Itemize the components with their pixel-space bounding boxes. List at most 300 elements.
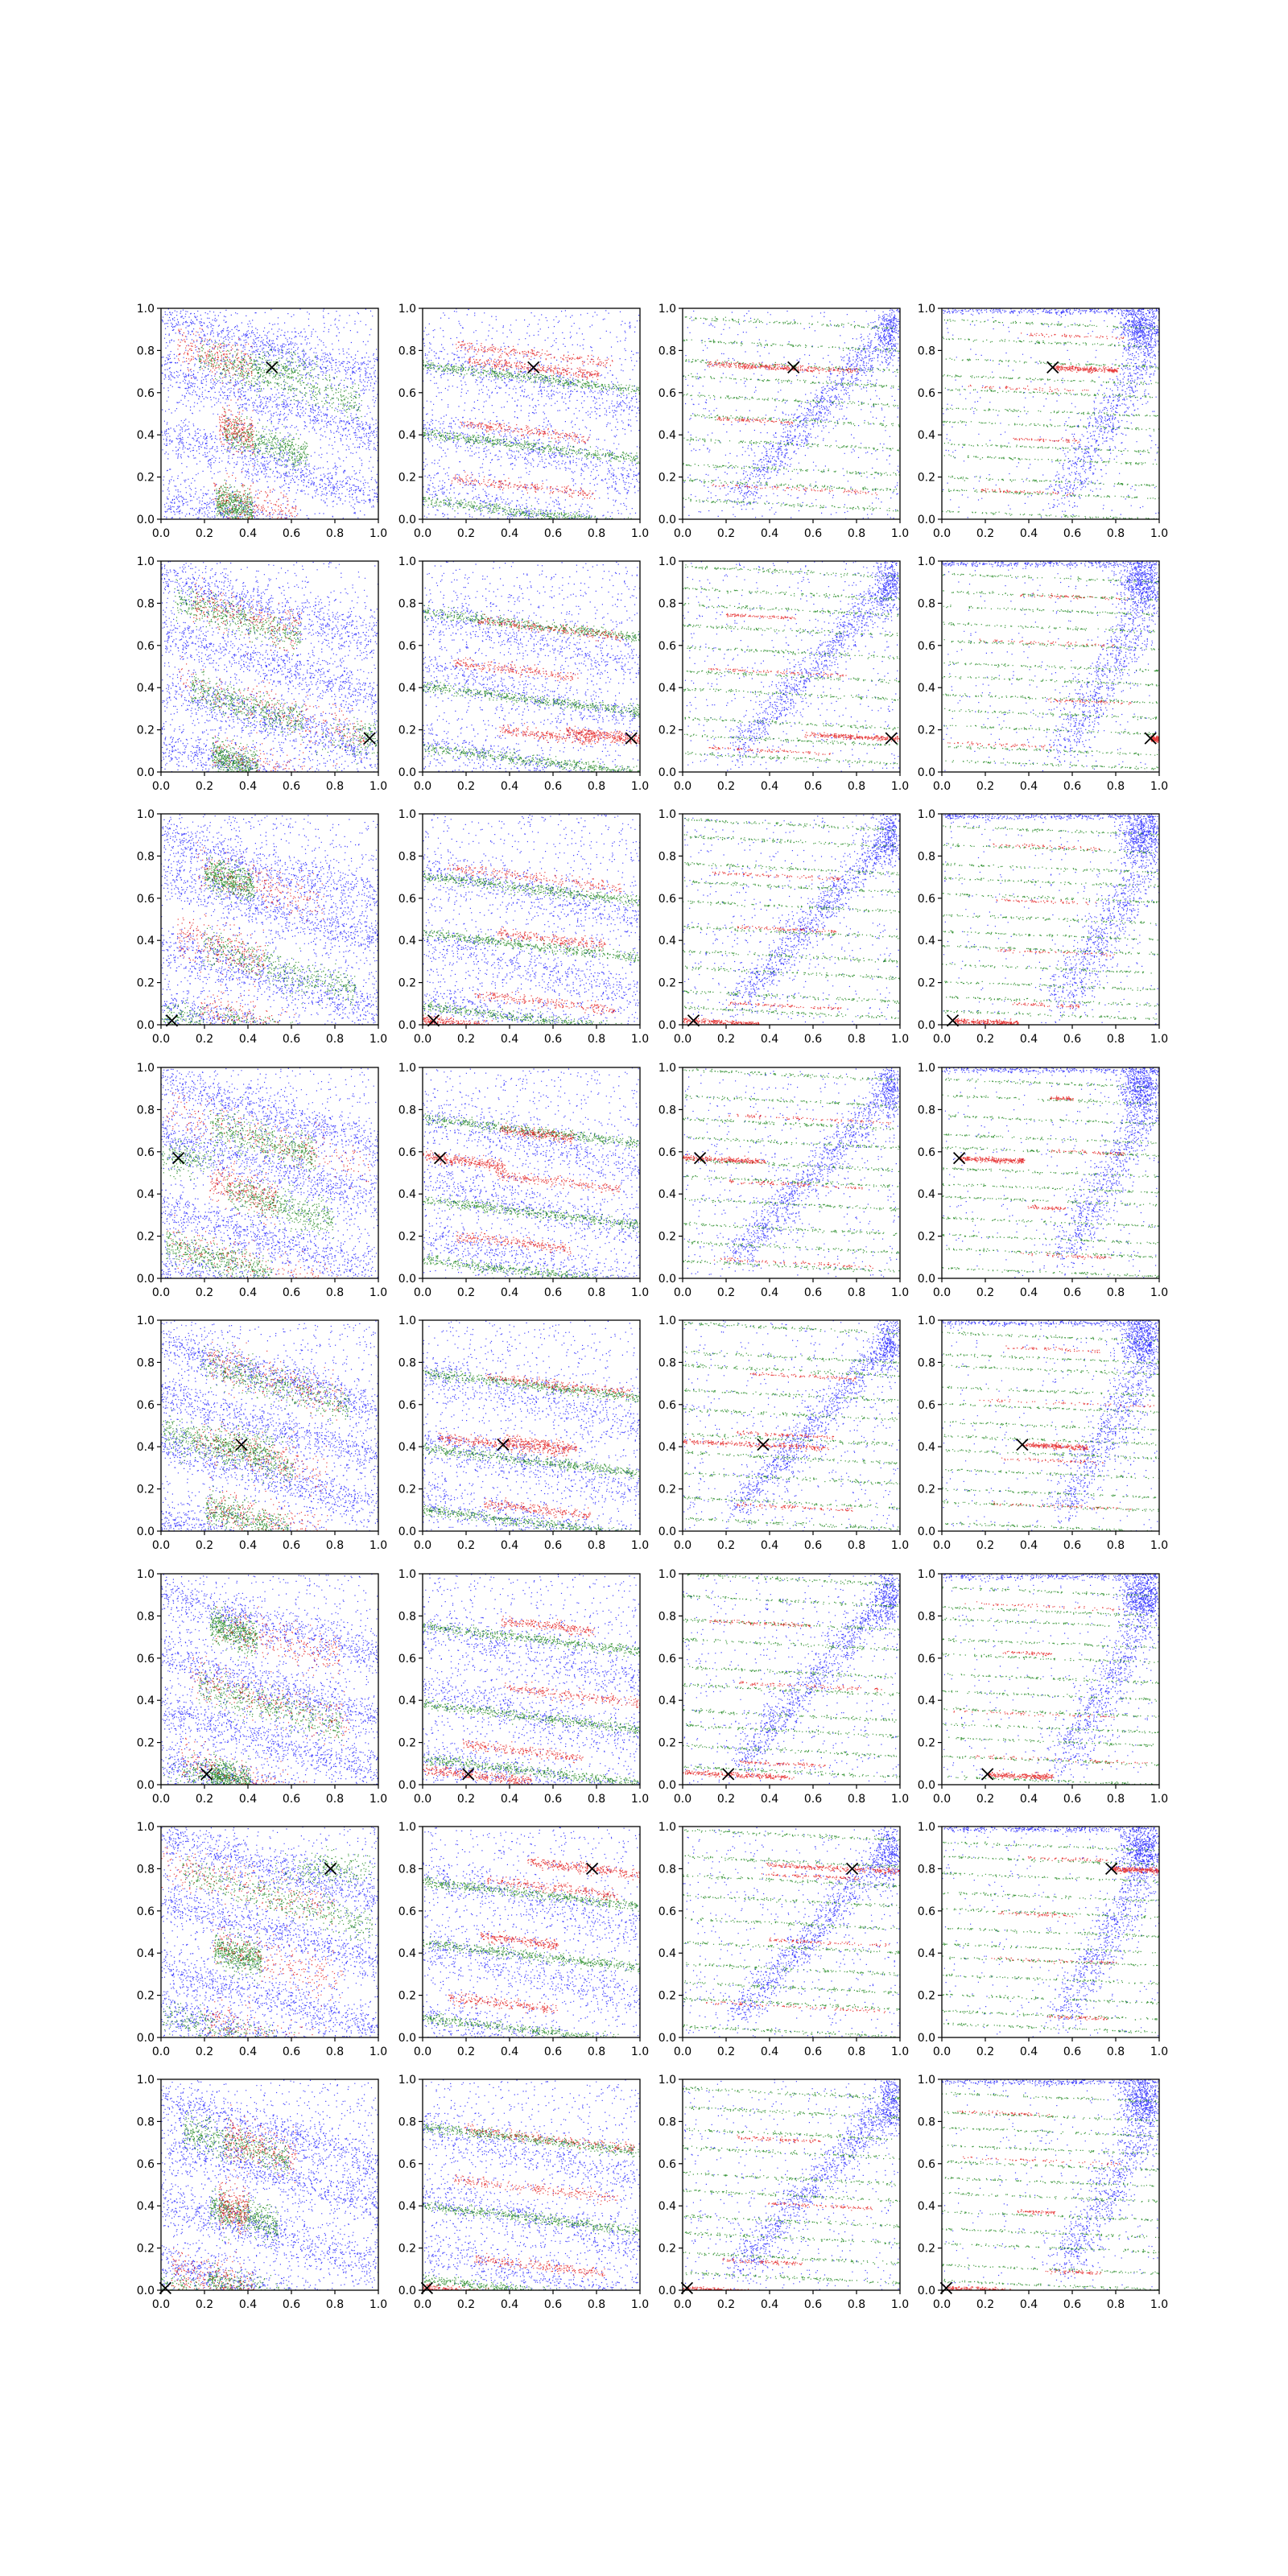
- x-tick-label: 1.0: [369, 2046, 388, 2058]
- x-tick-label: 0.2: [976, 1286, 995, 1299]
- x-tick-label: 1.0: [369, 527, 388, 540]
- y-tick-label: 0.8: [398, 1863, 416, 1876]
- y-tick-label: 0.8: [917, 1610, 935, 1624]
- y-tick-label: 0.0: [658, 2032, 676, 2045]
- y-tick-label: 0.6: [398, 892, 416, 906]
- y-tick-label: 1.0: [136, 1062, 155, 1075]
- subplot-r3-c3: [658, 808, 909, 1046]
- x-tick-label: 0.4: [1019, 1539, 1038, 1552]
- x-tick-label: 0.6: [803, 1033, 823, 1046]
- x-tick-label: 0.6: [803, 1539, 823, 1552]
- y-tick-label: 0.2: [917, 724, 935, 737]
- plot-area: [942, 1574, 1159, 1785]
- x-tick-label: 0.8: [847, 1793, 866, 1806]
- x-tick-label: 0.6: [1063, 1539, 1082, 1552]
- x-tick-label: 0.0: [413, 527, 432, 540]
- y-tick-label: 0.6: [398, 1398, 416, 1412]
- y-tick-label: 1.0: [136, 2074, 155, 2087]
- y-tick-label: 0.2: [658, 1483, 676, 1496]
- x-tick-label: 1.0: [369, 1033, 388, 1046]
- y-tick-label: 0.4: [658, 935, 676, 948]
- y-tick-label: 0.2: [658, 976, 676, 990]
- x-tick-label: 0.4: [1019, 1793, 1038, 1806]
- y-tick-label: 0.2: [658, 1230, 676, 1244]
- x-tick-label: 0.4: [500, 1286, 519, 1299]
- y-tick-label: 0.0: [136, 1779, 155, 1792]
- x-tick-label: 0.6: [1063, 1033, 1082, 1046]
- x-tick-label: 0.2: [716, 2046, 736, 2058]
- y-tick-label: 0.6: [658, 892, 676, 906]
- x-tick-label: 0.8: [1106, 1793, 1125, 1806]
- x-tick-label: 0.2: [976, 2298, 995, 2311]
- y-tick-label: 0.6: [136, 1652, 155, 1666]
- y-tick-label: 0.0: [658, 1019, 676, 1032]
- x-tick-label: 0.4: [760, 1286, 779, 1299]
- x-tick-label: 0.6: [803, 1286, 823, 1299]
- x-tick-label: 0.2: [716, 780, 736, 793]
- x-tick-label: 0.6: [282, 2298, 301, 2311]
- plot-area: [683, 308, 900, 519]
- x-tick-label: 0.0: [932, 1539, 952, 1552]
- x-tick-label: 0.4: [760, 780, 779, 793]
- y-tick-label: 0.8: [398, 597, 416, 611]
- subplot-r4-c1: [137, 1062, 387, 1299]
- subplot-r2-c2: [398, 555, 649, 793]
- x-tick-label: 1.0: [630, 1793, 650, 1806]
- x-tick-label: 0.8: [847, 1539, 866, 1552]
- y-tick-label: 0.6: [658, 639, 676, 653]
- y-tick-label: 0.2: [398, 724, 416, 737]
- y-tick-label: 0.4: [917, 1188, 935, 1202]
- x-tick-label: 0.8: [587, 1033, 606, 1046]
- x-tick-label: 0.8: [1106, 1286, 1125, 1299]
- y-tick-label: 0.0: [658, 514, 676, 526]
- y-tick-label: 0.4: [398, 935, 416, 948]
- subplot-r6-c4: [918, 1568, 1168, 1806]
- x-tick-label: 0.2: [976, 780, 995, 793]
- x-tick-label: 0.8: [325, 1793, 345, 1806]
- y-tick-label: 0.8: [917, 2116, 935, 2129]
- x-tick-label: 1.0: [369, 780, 388, 793]
- x-tick-label: 0.6: [543, 527, 563, 540]
- plot-area: [423, 1320, 640, 1531]
- x-tick-label: 0.6: [803, 527, 823, 540]
- y-tick-label: 0.4: [136, 1441, 155, 1455]
- x-tick-label: 0.0: [932, 780, 952, 793]
- x-tick-label: 0.2: [195, 527, 214, 540]
- y-tick-label: 0.4: [398, 1947, 416, 1961]
- y-tick-label: 0.6: [398, 1905, 416, 1918]
- x-tick-label: 0.4: [1019, 2298, 1038, 2311]
- x-tick-label: 0.6: [543, 1033, 563, 1046]
- x-tick-label: 0.8: [1106, 1033, 1125, 1046]
- x-tick-label: 0.2: [456, 1033, 476, 1046]
- x-tick-label: 0.0: [932, 1033, 952, 1046]
- y-tick-label: 0.6: [398, 1146, 416, 1159]
- x-tick-label: 0.6: [1063, 1793, 1082, 1806]
- x-tick-label: 0.0: [932, 527, 952, 540]
- x-tick-label: 1.0: [369, 1793, 388, 1806]
- y-tick-label: 0.2: [398, 2242, 416, 2256]
- x-tick-label: 0.2: [976, 2046, 995, 2058]
- x-tick-label: 0.8: [847, 2046, 866, 2058]
- y-tick-label: 0.8: [398, 1104, 416, 1117]
- y-tick-label: 1.0: [658, 1315, 676, 1327]
- y-tick-label: 0.2: [398, 1989, 416, 2003]
- plot-area: [161, 2079, 378, 2290]
- plot-area: [423, 1827, 640, 2037]
- y-tick-label: 1.0: [917, 1062, 935, 1075]
- y-tick-label: 1.0: [136, 1315, 155, 1327]
- y-tick-label: 1.0: [398, 1062, 416, 1075]
- y-tick-label: 0.4: [136, 1695, 155, 1708]
- x-tick-label: 0.2: [716, 1793, 736, 1806]
- x-tick-label: 0.2: [716, 527, 736, 540]
- x-tick-label: 1.0: [630, 1539, 650, 1552]
- y-tick-label: 0.2: [658, 2242, 676, 2256]
- x-tick-label: 0.6: [543, 1539, 563, 1552]
- x-tick-label: 0.4: [760, 527, 779, 540]
- y-tick-label: 0.8: [658, 2116, 676, 2129]
- y-tick-label: 0.6: [136, 892, 155, 906]
- x-tick-label: 0.4: [1019, 1033, 1038, 1046]
- y-tick-label: 0.4: [917, 1947, 935, 1961]
- x-tick-label: 0.8: [1106, 527, 1125, 540]
- y-tick-label: 1.0: [917, 1315, 935, 1327]
- y-tick-label: 1.0: [136, 1821, 155, 1834]
- y-tick-label: 0.8: [658, 1610, 676, 1624]
- x-tick-label: 0.0: [151, 1033, 171, 1046]
- x-tick-label: 0.2: [456, 2046, 476, 2058]
- y-tick-label: 0.4: [136, 2200, 155, 2214]
- y-tick-label: 0.8: [917, 1356, 935, 1370]
- x-tick-label: 0.2: [195, 1793, 214, 1806]
- subplot-r2-c1: [137, 555, 387, 793]
- x-tick-label: 0.4: [238, 1793, 258, 1806]
- y-tick-label: 0.6: [658, 386, 676, 400]
- x-tick-label: 0.2: [976, 1539, 995, 1552]
- x-tick-label: 0.4: [760, 2046, 779, 2058]
- y-tick-label: 0.8: [658, 1863, 676, 1876]
- y-tick-label: 0.6: [917, 2157, 935, 2171]
- x-tick-label: 0.0: [673, 780, 692, 793]
- x-tick-label: 1.0: [1150, 1539, 1169, 1552]
- y-tick-label: 0.6: [136, 1146, 155, 1159]
- x-tick-label: 0.0: [413, 1793, 432, 1806]
- y-tick-label: 0.0: [658, 1779, 676, 1792]
- x-tick-label: 0.4: [238, 780, 258, 793]
- y-tick-label: 0.8: [917, 850, 935, 864]
- y-tick-label: 0.2: [136, 2242, 155, 2256]
- y-tick-label: 0.8: [398, 1610, 416, 1624]
- y-tick-label: 1.0: [658, 303, 676, 316]
- y-tick-label: 0.2: [658, 724, 676, 737]
- y-tick-label: 0.8: [398, 1356, 416, 1370]
- x-tick-label: 0.8: [1106, 2298, 1125, 2311]
- y-tick-label: 0.6: [136, 386, 155, 400]
- x-tick-label: 1.0: [369, 1539, 388, 1552]
- subplot-r8-c3: [658, 2074, 909, 2311]
- x-tick-label: 0.2: [456, 1539, 476, 1552]
- y-tick-label: 0.6: [917, 639, 935, 653]
- x-tick-label: 0.4: [500, 2298, 519, 2311]
- y-tick-label: 0.2: [136, 1230, 155, 1244]
- y-tick-label: 0.8: [136, 345, 155, 358]
- plot-area: [942, 1827, 1159, 2037]
- y-tick-label: 0.4: [658, 1188, 676, 1202]
- y-tick-label: 0.4: [136, 682, 155, 696]
- y-tick-label: 0.0: [136, 2285, 155, 2297]
- y-tick-label: 0.6: [136, 1905, 155, 1918]
- y-tick-label: 0.8: [136, 1610, 155, 1624]
- plot-area: [423, 1574, 640, 1785]
- subplot-r8-c2: [398, 2074, 649, 2311]
- y-tick-label: 0.2: [917, 2242, 935, 2256]
- x-tick-label: 0.2: [456, 1286, 476, 1299]
- x-tick-label: 0.8: [847, 1033, 866, 1046]
- y-tick-label: 1.0: [398, 303, 416, 316]
- y-tick-label: 0.8: [658, 1356, 676, 1370]
- subplot-r5-c4: [918, 1315, 1168, 1552]
- x-tick-label: 0.8: [1106, 780, 1125, 793]
- x-tick-label: 0.0: [673, 2298, 692, 2311]
- y-tick-label: 0.8: [136, 1863, 155, 1876]
- y-tick-label: 0.0: [917, 1273, 935, 1286]
- x-tick-label: 1.0: [630, 780, 650, 793]
- x-tick-label: 0.0: [673, 1286, 692, 1299]
- subplot-r7-c3: [658, 1821, 909, 2058]
- x-tick-label: 0.2: [195, 2298, 214, 2311]
- x-tick-label: 0.8: [587, 780, 606, 793]
- x-tick-label: 0.8: [587, 1539, 606, 1552]
- y-tick-label: 0.8: [917, 1104, 935, 1117]
- y-tick-label: 0.8: [917, 597, 935, 611]
- y-tick-label: 1.0: [917, 1821, 935, 1834]
- x-tick-label: 0.6: [282, 780, 301, 793]
- y-tick-label: 0.2: [658, 1989, 676, 2003]
- y-tick-label: 1.0: [398, 1568, 416, 1581]
- x-tick-label: 0.4: [238, 2046, 258, 2058]
- x-tick-label: 0.6: [282, 2046, 301, 2058]
- y-tick-label: 0.0: [398, 1779, 416, 1792]
- subplot-r5-c3: [658, 1315, 909, 1552]
- y-tick-label: 0.4: [398, 2200, 416, 2214]
- x-tick-label: 1.0: [1150, 1793, 1169, 1806]
- x-tick-label: 0.2: [456, 2298, 476, 2311]
- y-tick-label: 0.4: [917, 2200, 935, 2214]
- x-tick-label: 0.8: [847, 1286, 866, 1299]
- x-tick-label: 0.6: [282, 1793, 301, 1806]
- y-tick-label: 0.6: [398, 1652, 416, 1666]
- x-tick-label: 0.4: [760, 1793, 779, 1806]
- x-tick-label: 0.0: [673, 2046, 692, 2058]
- y-tick-label: 0.0: [917, 1779, 935, 1792]
- x-tick-label: 0.6: [803, 780, 823, 793]
- x-tick-label: 0.4: [1019, 527, 1038, 540]
- y-tick-label: 0.0: [917, 1525, 935, 1538]
- y-tick-label: 0.0: [136, 1525, 155, 1538]
- y-tick-label: 0.0: [136, 766, 155, 779]
- y-tick-label: 0.8: [136, 850, 155, 864]
- y-tick-label: 0.6: [917, 1398, 935, 1412]
- y-tick-label: 0.8: [398, 850, 416, 864]
- y-tick-label: 0.6: [917, 1652, 935, 1666]
- y-tick-label: 1.0: [917, 2074, 935, 2087]
- subplot-r5-c2: [398, 1315, 649, 1552]
- y-tick-label: 0.2: [136, 724, 155, 737]
- y-tick-label: 0.2: [398, 1736, 416, 1750]
- x-tick-label: 1.0: [630, 2298, 650, 2311]
- y-tick-label: 0.4: [917, 1441, 935, 1455]
- x-tick-label: 0.4: [500, 1793, 519, 1806]
- subplot-r7-c2: [398, 1821, 649, 2058]
- y-tick-label: 0.2: [136, 471, 155, 485]
- x-tick-label: 0.4: [760, 1033, 779, 1046]
- y-tick-label: 1.0: [398, 555, 416, 568]
- y-tick-label: 0.6: [136, 2157, 155, 2171]
- y-tick-label: 0.2: [917, 1989, 935, 2003]
- x-tick-label: 0.8: [325, 1286, 345, 1299]
- x-tick-label: 0.2: [716, 1539, 736, 1552]
- x-tick-label: 0.8: [847, 2298, 866, 2311]
- subplot-r7-c4: [918, 1821, 1168, 2058]
- y-tick-label: 0.4: [917, 1695, 935, 1708]
- y-tick-label: 0.4: [398, 682, 416, 696]
- x-tick-label: 0.6: [803, 1793, 823, 1806]
- y-tick-label: 0.2: [917, 1483, 935, 1496]
- x-tick-label: 0.6: [282, 527, 301, 540]
- subplot-r3-c4: [918, 808, 1168, 1046]
- y-tick-label: 1.0: [658, 1568, 676, 1581]
- y-tick-label: 0.0: [136, 514, 155, 526]
- x-tick-label: 0.0: [151, 1286, 171, 1299]
- subplot-r1-c2: [398, 303, 649, 540]
- x-tick-label: 0.4: [500, 780, 519, 793]
- x-tick-label: 0.4: [238, 1286, 258, 1299]
- x-tick-label: 1.0: [890, 527, 910, 540]
- x-tick-label: 0.4: [760, 1539, 779, 1552]
- y-tick-label: 1.0: [136, 808, 155, 821]
- x-tick-label: 1.0: [630, 2046, 650, 2058]
- x-tick-label: 1.0: [890, 1033, 910, 1046]
- y-tick-label: 0.0: [658, 1273, 676, 1286]
- y-tick-label: 0.8: [917, 345, 935, 358]
- y-tick-label: 0.0: [917, 766, 935, 779]
- y-tick-label: 1.0: [917, 808, 935, 821]
- y-tick-label: 0.6: [658, 1652, 676, 1666]
- subplot-r4-c2: [398, 1062, 649, 1299]
- x-tick-label: 0.6: [543, 1286, 563, 1299]
- x-tick-label: 0.4: [238, 2298, 258, 2311]
- subplot-r2-c4: [918, 555, 1168, 793]
- y-tick-label: 0.4: [398, 1441, 416, 1455]
- y-tick-label: 1.0: [136, 555, 155, 568]
- y-tick-label: 0.0: [658, 1525, 676, 1538]
- x-tick-label: 0.0: [932, 1286, 952, 1299]
- x-tick-label: 0.0: [413, 1286, 432, 1299]
- x-tick-label: 0.6: [543, 1793, 563, 1806]
- x-tick-label: 0.0: [673, 1793, 692, 1806]
- x-tick-label: 0.2: [195, 1033, 214, 1046]
- x-tick-label: 0.8: [587, 527, 606, 540]
- y-tick-label: 0.6: [136, 639, 155, 653]
- subplot-r1-c1: [137, 303, 387, 540]
- x-tick-label: 0.0: [413, 2298, 432, 2311]
- y-tick-label: 0.8: [658, 850, 676, 864]
- x-tick-label: 0.0: [413, 780, 432, 793]
- x-tick-label: 0.6: [1063, 780, 1082, 793]
- y-tick-label: 0.6: [658, 1146, 676, 1159]
- y-tick-label: 0.0: [658, 766, 676, 779]
- y-tick-label: 0.4: [398, 1695, 416, 1708]
- y-tick-label: 0.2: [658, 1736, 676, 1750]
- x-tick-label: 1.0: [369, 1286, 388, 1299]
- x-tick-label: 0.2: [195, 2046, 214, 2058]
- x-tick-label: 0.0: [673, 1033, 692, 1046]
- subplot-r2-c3: [658, 555, 909, 793]
- x-tick-label: 0.6: [282, 1033, 301, 1046]
- y-tick-label: 0.0: [398, 1273, 416, 1286]
- x-tick-label: 0.6: [803, 2046, 823, 2058]
- x-tick-label: 0.0: [151, 2298, 171, 2311]
- x-tick-label: 1.0: [1150, 780, 1169, 793]
- x-tick-label: 0.8: [325, 2046, 345, 2058]
- x-tick-label: 0.2: [716, 1033, 736, 1046]
- x-tick-label: 0.2: [456, 780, 476, 793]
- x-tick-label: 1.0: [890, 780, 910, 793]
- x-tick-label: 1.0: [1150, 2298, 1169, 2311]
- x-tick-label: 1.0: [1150, 527, 1169, 540]
- y-tick-label: 0.0: [398, 766, 416, 779]
- y-tick-label: 0.0: [136, 2032, 155, 2045]
- y-tick-label: 0.8: [658, 345, 676, 358]
- y-tick-label: 0.4: [658, 1441, 676, 1455]
- x-tick-label: 0.6: [543, 2298, 563, 2311]
- x-tick-label: 0.8: [325, 1033, 345, 1046]
- x-tick-label: 1.0: [1150, 2046, 1169, 2058]
- subplot-r5-c1: [137, 1315, 387, 1552]
- y-tick-label: 0.2: [398, 976, 416, 990]
- y-tick-label: 0.2: [136, 1989, 155, 2003]
- y-tick-label: 0.8: [136, 597, 155, 611]
- x-tick-label: 1.0: [890, 1286, 910, 1299]
- y-tick-label: 1.0: [917, 1568, 935, 1581]
- x-tick-label: 0.8: [325, 527, 345, 540]
- y-tick-label: 0.8: [398, 2116, 416, 2129]
- x-tick-label: 0.0: [932, 2298, 952, 2311]
- subplot-r1-c4: [918, 303, 1168, 540]
- y-tick-label: 0.4: [658, 682, 676, 696]
- subplot-r6-c1: [137, 1568, 387, 1806]
- y-tick-label: 0.2: [917, 471, 935, 485]
- y-tick-label: 0.4: [658, 2200, 676, 2214]
- y-tick-label: 0.4: [398, 1188, 416, 1202]
- x-tick-label: 0.4: [238, 1033, 258, 1046]
- x-tick-label: 1.0: [630, 527, 650, 540]
- plot-area: [683, 814, 900, 1025]
- y-tick-label: 0.4: [917, 682, 935, 696]
- x-tick-label: 1.0: [630, 1286, 650, 1299]
- x-tick-label: 0.6: [543, 780, 563, 793]
- y-tick-label: 0.4: [136, 935, 155, 948]
- y-tick-label: 0.4: [658, 429, 676, 443]
- x-tick-label: 0.0: [413, 1539, 432, 1552]
- y-tick-label: 1.0: [658, 1062, 676, 1075]
- y-tick-label: 1.0: [917, 303, 935, 316]
- x-tick-label: 1.0: [630, 1033, 650, 1046]
- y-tick-label: 0.8: [136, 2116, 155, 2129]
- x-tick-label: 0.0: [151, 527, 171, 540]
